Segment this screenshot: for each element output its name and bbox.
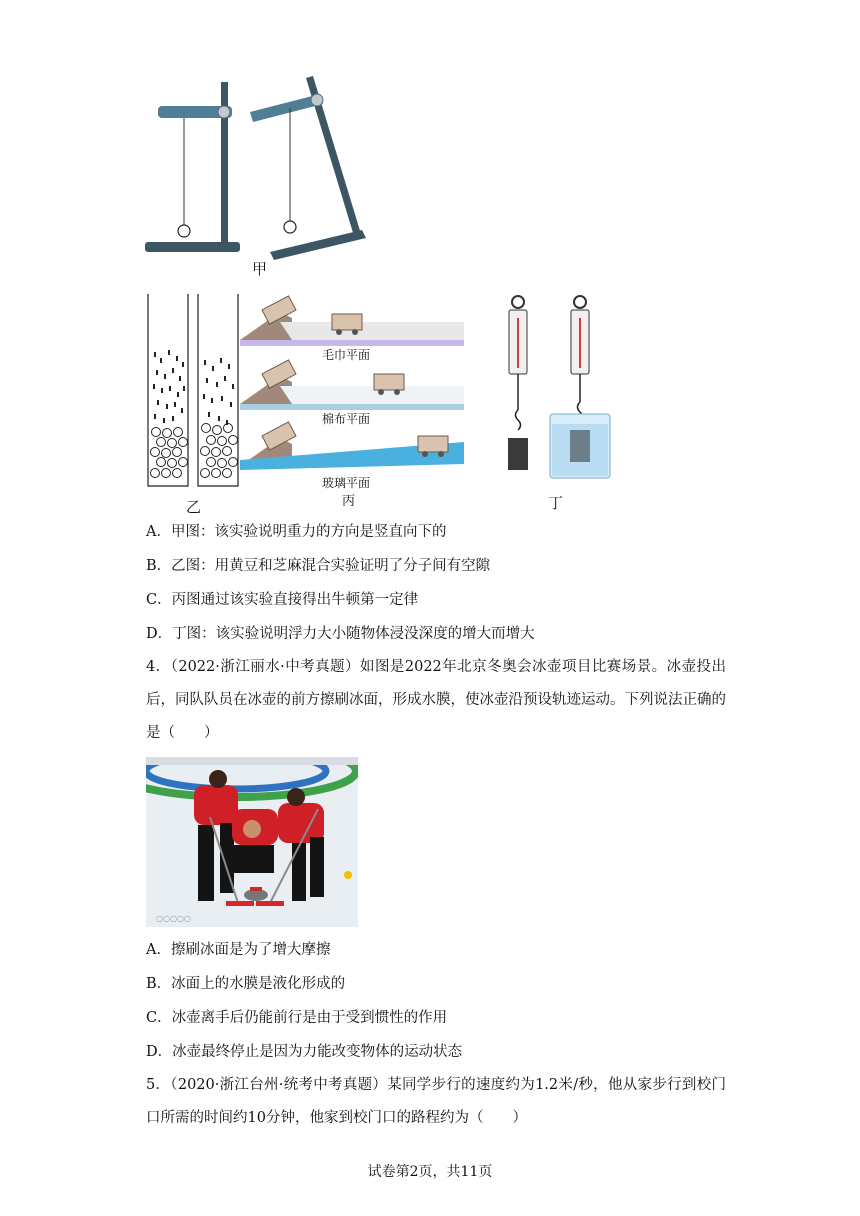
q3-option-c: C．丙图通过该实验直接得出牛顿第一定律 — [146, 592, 419, 608]
q4-option-c: C．冰壶离手后仍能前行是由于受到惯性的作用 — [146, 1010, 448, 1026]
figure-label-yi: 乙 — [186, 498, 202, 516]
q3-option-d: D．丁图：该实验说明浮力大小随物体浸没深度的增大而增大 — [146, 626, 535, 642]
q5-stem: 5．（2020·浙江台州·统考中考真题）某同学步行的速度约为1.2米/秒，他从家步行到校门口所需的时间约10分钟，他家到校门口的路程约为（ ） — [146, 1077, 726, 1126]
page-footer: 试卷第2页，共11页 — [367, 1164, 493, 1180]
figure-yi-tubes — [146, 292, 242, 490]
q4-option-d: D．冰壶最终停止是因为力能改变物体的运动状态 — [146, 1044, 463, 1060]
svg-text:○○○○○: ○○○○○ — [156, 914, 191, 923]
label-cotton-surface: 棉布平面 — [322, 412, 371, 426]
figure-label-jia: 甲 — [252, 260, 268, 278]
label-towel-surface: 毛巾平面 — [322, 348, 371, 362]
q3-option-a: A．甲图：该实验说明重力的方向是竖直向下的 — [146, 524, 447, 540]
q4-stem: 4．（2022·浙江丽水·中考真题）如图是2022年北京冬奥会冰壶项目比赛场景。冰壶投出后，同队队员在冰壶的前方擦刷冰面，形成水膜，使冰壶沿预设轨迹运动。下列说法正确的是（ ） — [146, 659, 726, 741]
q4-option-b: B．冰面上的水膜是液化形成的 — [146, 976, 346, 992]
figure-jia-pendulum-stands — [140, 70, 380, 260]
label-glass-surface: 玻璃平面 — [322, 476, 371, 490]
figure-label-ding: 丁 — [548, 494, 564, 512]
q3-option-b: B．乙图：用黄豆和芝麻混合实验证明了分子间有空隙 — [146, 558, 491, 574]
curling-photo — [146, 757, 358, 927]
figure-ding-spring-scales — [494, 290, 618, 482]
figure-bing-ramps — [240, 294, 466, 470]
figure-label-bing: 丙 — [342, 494, 356, 509]
q4-option-a: A．擦刷冰面是为了增大摩擦 — [146, 942, 331, 958]
